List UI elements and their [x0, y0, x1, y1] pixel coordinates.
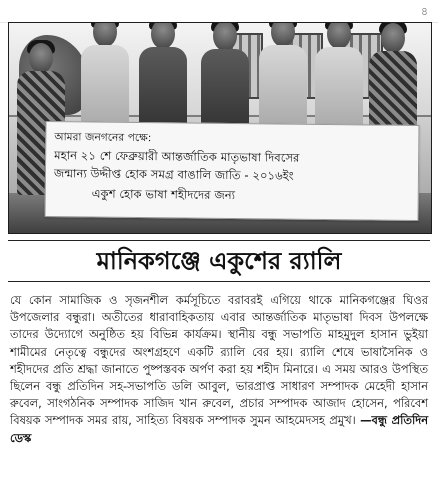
article-headline: মানিকগঞ্জে একুশের র‍্যালি: [96, 247, 342, 275]
photo-person-head: [29, 43, 53, 73]
photo-person-head: [93, 22, 117, 47]
photo-person-head: [327, 22, 351, 49]
photo-person-head: [151, 22, 175, 49]
photo-person-head: [381, 23, 405, 53]
banner-line: আমরা জনগনের পক্ষে:: [54, 131, 152, 145]
article-credit: —বন্ধু প্রতিদিন ডেস্ক: [10, 413, 428, 445]
page-corner-mark: ৪: [420, 5, 428, 18]
banner-line: একুশ হোক ভাষা শহীদদের জন্য: [91, 186, 236, 203]
photo-person: [313, 22, 365, 139]
rally-banner: [45, 121, 420, 221]
article-body: [10, 292, 428, 447]
banner-line: জন্মান্য উদ্দীপ্ত হোক সমগ্র বাঙালি জাতি - ২০১৬ইং: [53, 166, 294, 183]
photo-person: [257, 22, 309, 137]
photo-person-head: [213, 22, 237, 51]
photo-person: [79, 22, 131, 137]
page-top-strip: [0, 0, 438, 23]
news-photo: [8, 22, 432, 234]
article-body-text: যে কোন সামাজিক ও সৃজনশীল কর্মসূচিতে বরাবরই এগিয়ে থাকে মানিকগঞ্জের ঘিওর উপজেলার বন্ধুরা। অতীতের ধারাবাহিকতায় এবার আন্তর্জাতিক মাতৃভাষা দিবস উপলক্ষে তাদের উদ্যোগে অনুষ্ঠিত হয় বিভিন্ন কার্যক্রম। স্থানীয় বন্ধু সভাপতি মাহমুদুল হাসান ভুইয়া শামীমের নেতৃত্বে বন্ধুদের অংশগ্রহণে একটি র‍্যালি বের হয়। র‍্যালি শেষে ভাষাসৈনিক ও শহীদদের প্রতি শ্রদ্ধা জানাতে পুষ্পস্তবক অর্পণ করা হয় শহীদ মিনারে। এ সময় আরও উপস্থিত ছিলেন বন্ধু প্রতিদিন সহ-সভাপতি ডলি আবুল, ভারপ্রাপ্ত সাধারণ সম্পাদক মেহেদী হাসান রুবেল, সাংগঠনিক সম্পাদক সাজিদ খান রুবেল, প্রচার সম্পাদক আজাদ হোসেন, পরিবেশ বিষয়ক সম্পাদক সমর রায়, সাহিত্য বিষয়ক সম্পাদক সুমন আহমেদসহ প্রমুখ।: [10, 293, 428, 428]
headline-box: [8, 240, 430, 282]
photo-person-head: [271, 22, 295, 47]
banner-line: মহান ২১ শে ফেব্রুয়ারী আন্তর্জাতিক মাতৃভাষা দিবসের: [54, 148, 300, 165]
